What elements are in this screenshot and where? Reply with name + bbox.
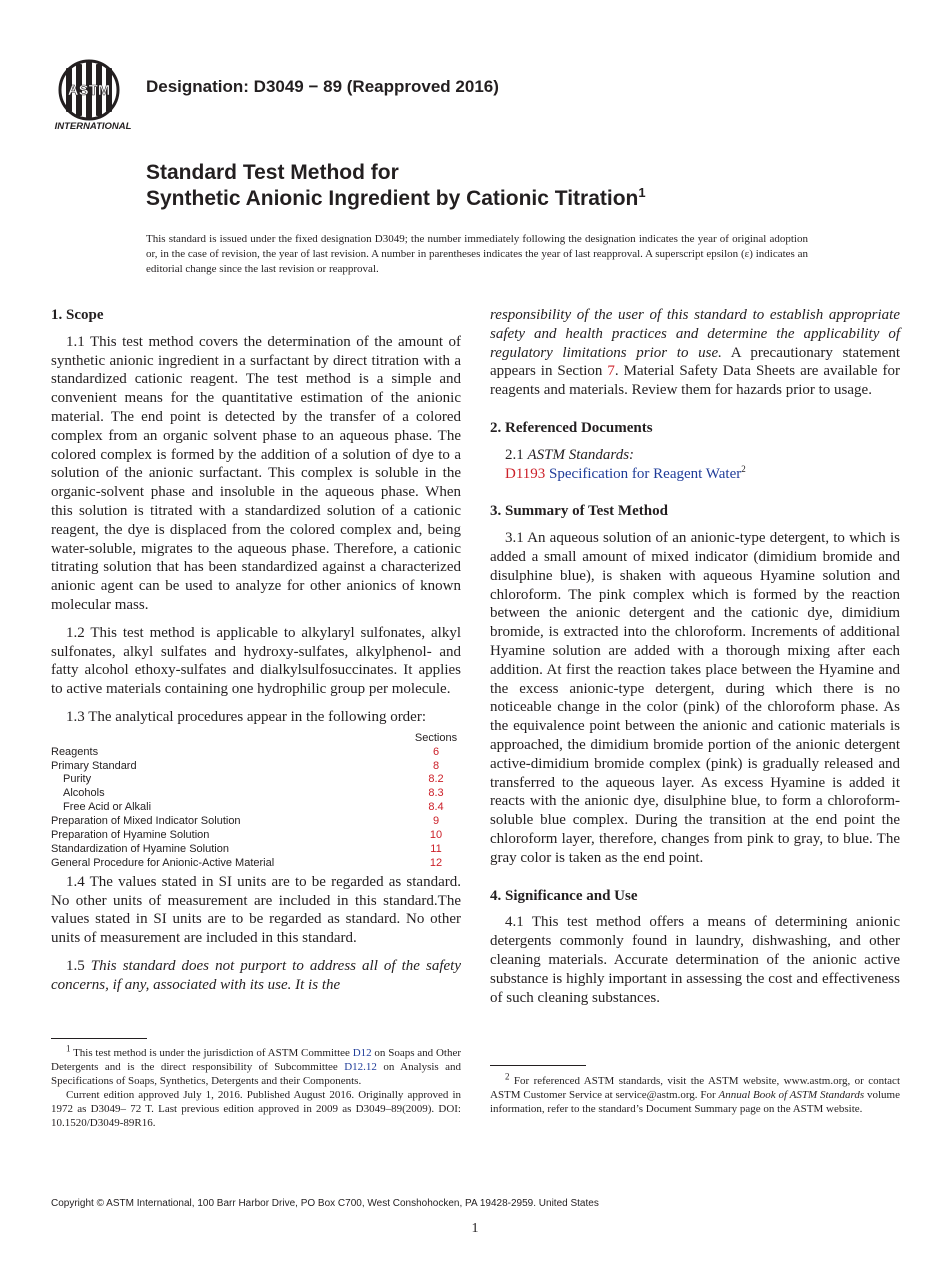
- link-d12[interactable]: D12: [352, 1047, 372, 1059]
- paragraph-1-1: 1.1 This test method covers the determination of the amount of synthetic anionic ingredient in a surfactant by direct titration with a standardized cationic reagent. The test method is a simple and convenient means for the quantitative estimation of the anionic material. The end point is detected by the transfer of a colored complex from an organic solvent phase to an aqueous phase. The colored complex is formed by the addition of a solution of dye to a solution of the anionic surfactant. This complex is soluble in the organic-solvent phase and insoluble in the aqueous phase. When this solution is titrated with a standardized solution of a cationic reagent, the dye is displaced from the colored complex and, being water-soluble, migrates to the aqueous phase. Therefore, a cationic titrating solution that has been standardized against a characterized anionic agent can be used to analyze for other anionics of known molecular mass.: [51, 333, 461, 613]
- sections-table-row: [51, 773, 461, 787]
- significance-heading: 4. Significance and Use: [490, 887, 638, 904]
- sections-table-row: [51, 843, 461, 857]
- section-label: Preparation of Hyamine Solution: [51, 829, 210, 842]
- sections-table-row: [51, 857, 461, 871]
- section-number-link[interactable]: 10: [429, 829, 443, 842]
- logo-subtext: INTERNATIONAL: [54, 121, 132, 132]
- title-line-1: Standard Test Method for: [146, 161, 399, 184]
- footnote-1-edition: Current edition approved July 1, 2016. Published August 2016. Originally approved in 1972 as D3049– 72 T. Last previous edition approved in 2009 as D3049–89(2009). DOI: 10.1520/D3049-89R16.: [51, 1089, 461, 1129]
- section-number-link[interactable]: 8.4: [428, 801, 444, 814]
- section-label: Primary Standard: [51, 759, 137, 772]
- section-label: Alcohols: [63, 787, 105, 800]
- left-column: [51, 306, 461, 995]
- title-footnote-mark[interactable]: 1: [638, 185, 646, 200]
- section-label: General Procedure for Anionic-Active Material: [51, 856, 275, 869]
- sections-header: Sections: [414, 731, 458, 744]
- paragraph-1-3: 1.3 The analytical procedures appear in the following order:: [66, 708, 427, 725]
- designation: Designation: D3049 − 89 (Reapproved 2016): [146, 77, 499, 96]
- sections-table-row: [51, 760, 461, 774]
- link-d12-12[interactable]: D12.12: [344, 1061, 377, 1073]
- sections-table-row: [51, 829, 461, 843]
- issue-note: This standard is issued under the fixed designation D3049; the number immediately following the designation indicates the year of original adoption or, in the case of revision, the year of last revision. A number in parentheses indicates the year of last reapproval. A superscript epsilon (ε) indicates an editorial change since the last revision or reapproval.: [146, 233, 808, 275]
- section-number-link[interactable]: 11: [430, 842, 442, 855]
- section-number-link[interactable]: 6: [432, 745, 440, 758]
- referenced-documents-heading: 2. Referenced Documents: [490, 419, 653, 436]
- section-number-link[interactable]: 8.3: [428, 787, 444, 800]
- footnote-rule-2: [490, 1065, 586, 1066]
- right-column: [490, 306, 900, 1007]
- paragraph-4-1: 4.1 This test method offers a means of determining anionic detergents commonly found in laundry, dishwashing, and other cleaning materials. Accurate determination of the anionic active substance is highly important in assessing the cost and effectiveness of such cleaning substances.: [490, 914, 900, 1006]
- d1193-title-link[interactable]: Specification for Reagent Water: [549, 465, 742, 482]
- astm-logo: [52, 58, 134, 132]
- section-number-link[interactable]: 8: [432, 759, 440, 772]
- section-number-link[interactable]: 8.2: [428, 773, 444, 786]
- footnote-rule-1: [51, 1038, 147, 1039]
- sections-table-row: [51, 801, 461, 815]
- sections-table-row: [51, 815, 461, 829]
- summary-heading: 3. Summary of Test Method: [490, 503, 668, 520]
- paragraph-1-4: 1.4 The values stated in SI units are to be regarded as standard. No other units of measurement are included in this standard.The values stated in SI units are to be regarded as standard. No other units of measurement are included in this standard.: [51, 873, 461, 947]
- footnote-1: [51, 1043, 461, 1130]
- section-number-link[interactable]: 12: [429, 856, 443, 869]
- section-label: Standardization of Hyamine Solution: [51, 842, 229, 855]
- sections-table: [51, 732, 461, 871]
- section-number-link[interactable]: 9: [432, 815, 440, 828]
- section-label: Preparation of Mixed Indicator Solution: [51, 815, 241, 828]
- paragraph-3-1: 3.1 An aqueous solution of an anionic-type detergent, to which is added a small amount of mixed indicator (dimidium bromide and disulphine blue), is shaken with aqueous Hyamine solution and chloroform. The pink complex which is formed by the reaction between the anionic detergent and the cationic dye, dimidium bromide, is extracted into the chloroform. Increments of additional Hyamine solution are added with a thorough mixing after each addition. At first the reaction takes place between the Hyamine and the excess anionic-type detergent, during which there is no noticeable change in the color (pink) of the chloroform phase. As the equivalence point between the anionic and cationic materials is approached, the dimidium bromide portion of the anionic detergent active-dimidium bromide complex (pink) is gradually released and transferred to the aqueous layer. As excess Hyamine is added it reacts with the anionic dye, disulphine blue, to form a chloroform-soluble blue complex. During the transition at the end point the chloroform layer, therefore, changes from pink to gray, to blue. The gray color is taken as the end point.: [490, 530, 900, 866]
- paragraph-1-2: 1.2 This test method is applicable to alkylaryl sulfonates, alkyl sulfonates, alkyl sulfates and hydroxy-sulfates, alkylphenol- and fatty alcohol ethoxy-sulfates and dialkylsulfosuccinates. It applies to active materials containing one hydrophilic group per molecule.: [51, 624, 461, 698]
- scope-heading: 1. Scope: [51, 307, 104, 323]
- logo-text: ASTM: [67, 82, 111, 99]
- footnote-2-text: $^2$ For referenced ASTM standards, visit the ASTM website, www.astm.org, or contact ASTM Customer Service at service@astm.org. For Annual Book of ASTM Standards volume information, refer to the standard’s Document Summary page on the ASTM website.: [490, 1071, 900, 1115]
- d1193-link[interactable]: D1193: [505, 465, 546, 482]
- sections-table-row: [51, 746, 461, 760]
- copyright: Copyright © ASTM International, 100 Barr Harbor Drive, PO Box C700, West Conshohocken, PA 19428-2959. United States: [51, 1198, 599, 1209]
- footnote-1-text: $^1$ This test method is under the jurisdiction of ASTM Committee D12 on Soaps and Other Detergents and is the direct responsibility of Subcommittee D12.12 on Analysis and Specifications of Soaps, Synthetics, Detergents and their Components.: [51, 1043, 461, 1087]
- paragraph-1-5: 1.5 This standard does not purport to address all of the safety concerns, if any, associated with its use. It is the: [51, 957, 461, 993]
- section-label: Free Acid or Alkali: [63, 801, 152, 814]
- paragraph-1-5-continued: responsibility of the user of this standard to establish appropriate safety and health practices and determine the applicability of regulatory limitations prior to use. A precautionary statement appears in Section 7. Material Safety Data Sheets are available for reagents and materials. Review them for hazards prior to usage.: [490, 307, 900, 399]
- referenced-document-d1193: D1193 Specification for Reagent Water$^2$: [505, 463, 746, 482]
- document-title: [146, 160, 646, 212]
- title-line-2: Synthetic Anionic Ingredient by Cationic Titration$^1$: [146, 185, 646, 210]
- page-number: 1: [471, 1221, 479, 1236]
- section-label: Reagents: [51, 745, 99, 758]
- footnote-2: [490, 1071, 900, 1116]
- paragraph-2-1: 2.1 ASTM Standards:: [505, 446, 635, 463]
- section-label: Purity: [63, 773, 92, 786]
- sections-table-row: [51, 787, 461, 801]
- section-7-link[interactable]: 7: [607, 363, 615, 380]
